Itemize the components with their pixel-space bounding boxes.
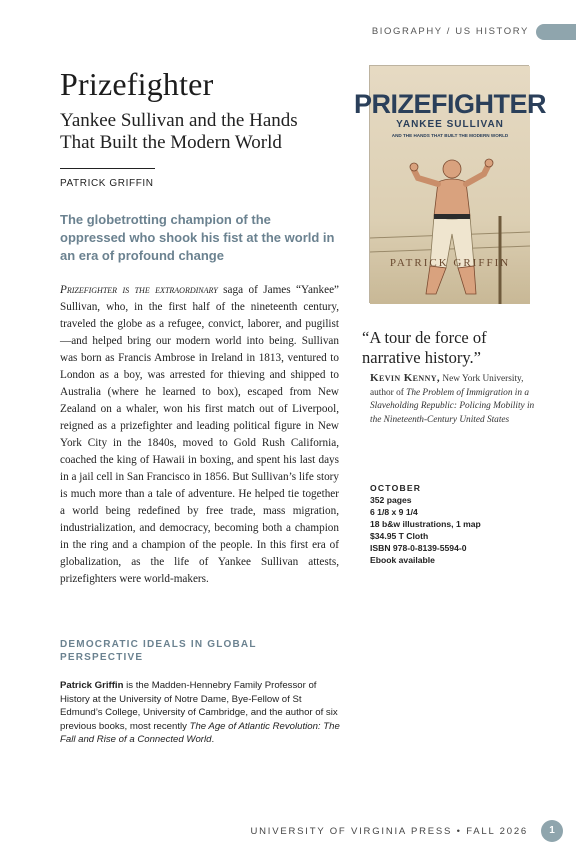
footer-publisher: UNIVERSITY OF VIRGINIA PRESS • FALL 2026 [250,826,528,837]
book-description [60,282,339,588]
author-bio [60,679,340,747]
category-label: BIOGRAPHY / US HISTORY [371,26,529,37]
book-author: PATRICK GRIFFIN [60,178,154,189]
details-isbn: ISBN 978-0-8139-5594-0 [370,543,467,553]
description-lead: Prizefighter is the extraordinary [60,284,218,296]
details-pages: 352 pages [370,495,412,505]
book-tagline: The globetrotting champion of the oppressed who shook his fist at the world in an era of profound change [60,212,335,263]
details-trim: 6 1/8 x 9 1/4 [370,507,418,517]
bio-recent-book: The Age of Atlantic Revolution: The Fall and Rise of a Connected World [60,720,340,745]
book-cover-art [353,66,547,304]
details-illustrations: 18 b&w illustrations, 1 map [370,519,481,529]
review-quote: “A tour de force of narrative history.” [362,328,487,367]
details-season: OCTOBER [370,483,422,493]
book-cover [353,65,547,303]
details-price: $34.95 T Cloth [370,531,429,541]
bio-end: . [211,734,215,745]
cover-subtitle-2: AND THE HANDS THAT BUILT THE MODERN WORLD [391,133,509,138]
cover-subtitle-1: YANKEE SULLIVAN [396,119,504,130]
cover-author: PATRICK GRIFFIN [389,257,511,269]
cover-title: PRIZEFIGHTER [353,89,547,119]
quote-attribution [370,372,540,427]
bio-name: Patrick Griffin [60,680,124,691]
quote-book: The Problem of Immigration in a Slaveholding Republic: Policing Mobility in the Nineteenth-Century United States [370,387,535,425]
quote-author: Kevin Kenny, [370,372,441,384]
category-tab [536,24,576,40]
quote-role: New York University, author of [370,374,524,398]
title-divider [60,168,155,169]
book-title: Prizefighter [60,66,214,102]
book-details [370,482,540,566]
description-text: saga of James “Yankee” Sullivan, who, in the first half of the nineteenth century, traveled the globe as a refugee, convict, laborer, and pugilist—and helped bring our modern world into being. Sullivan was born as Francis Ambrose in Ireland in 1813, ventured to London as a boy, was arrested for thieving and shipped to Australia (where he learned to box), escaped from New Zealand on a whaler, won his first match out of Liverpool, reigned as a prizefighter and leading political figure in New York City in the 1840s, moved to Gold Rush California, coached the king of Hawaii in boxing, and spent his last days in a jail cell in San Francisco in 1856. But Sullivan’s life story is much more than a tale of adventure. He helped tie together a world being redefined by free trade, mass migration, industrialization, and democracy, becoming both a champion in the ring and a champion of the people. In this first era of globalization, as the life of Yankee Sullivan attests, prizefighters were world-makers. [60,284,340,585]
series-name: DEMOCRATIC IDEALS IN GLOBAL PERSPECTIVE [60,639,257,663]
bio-text: is the Madden-Hennebry Family Professor of History at the University of Notre Dame, Bye-Fellow of St Edmund’s College, University of Cambridge, and the author of six previous books, most recently [60,680,338,732]
book-subtitle: Yankee Sullivan and the Hands That Built the Modern World [60,110,298,153]
page-number: 1 [541,820,563,842]
details-ebook: Ebook available [370,555,435,565]
